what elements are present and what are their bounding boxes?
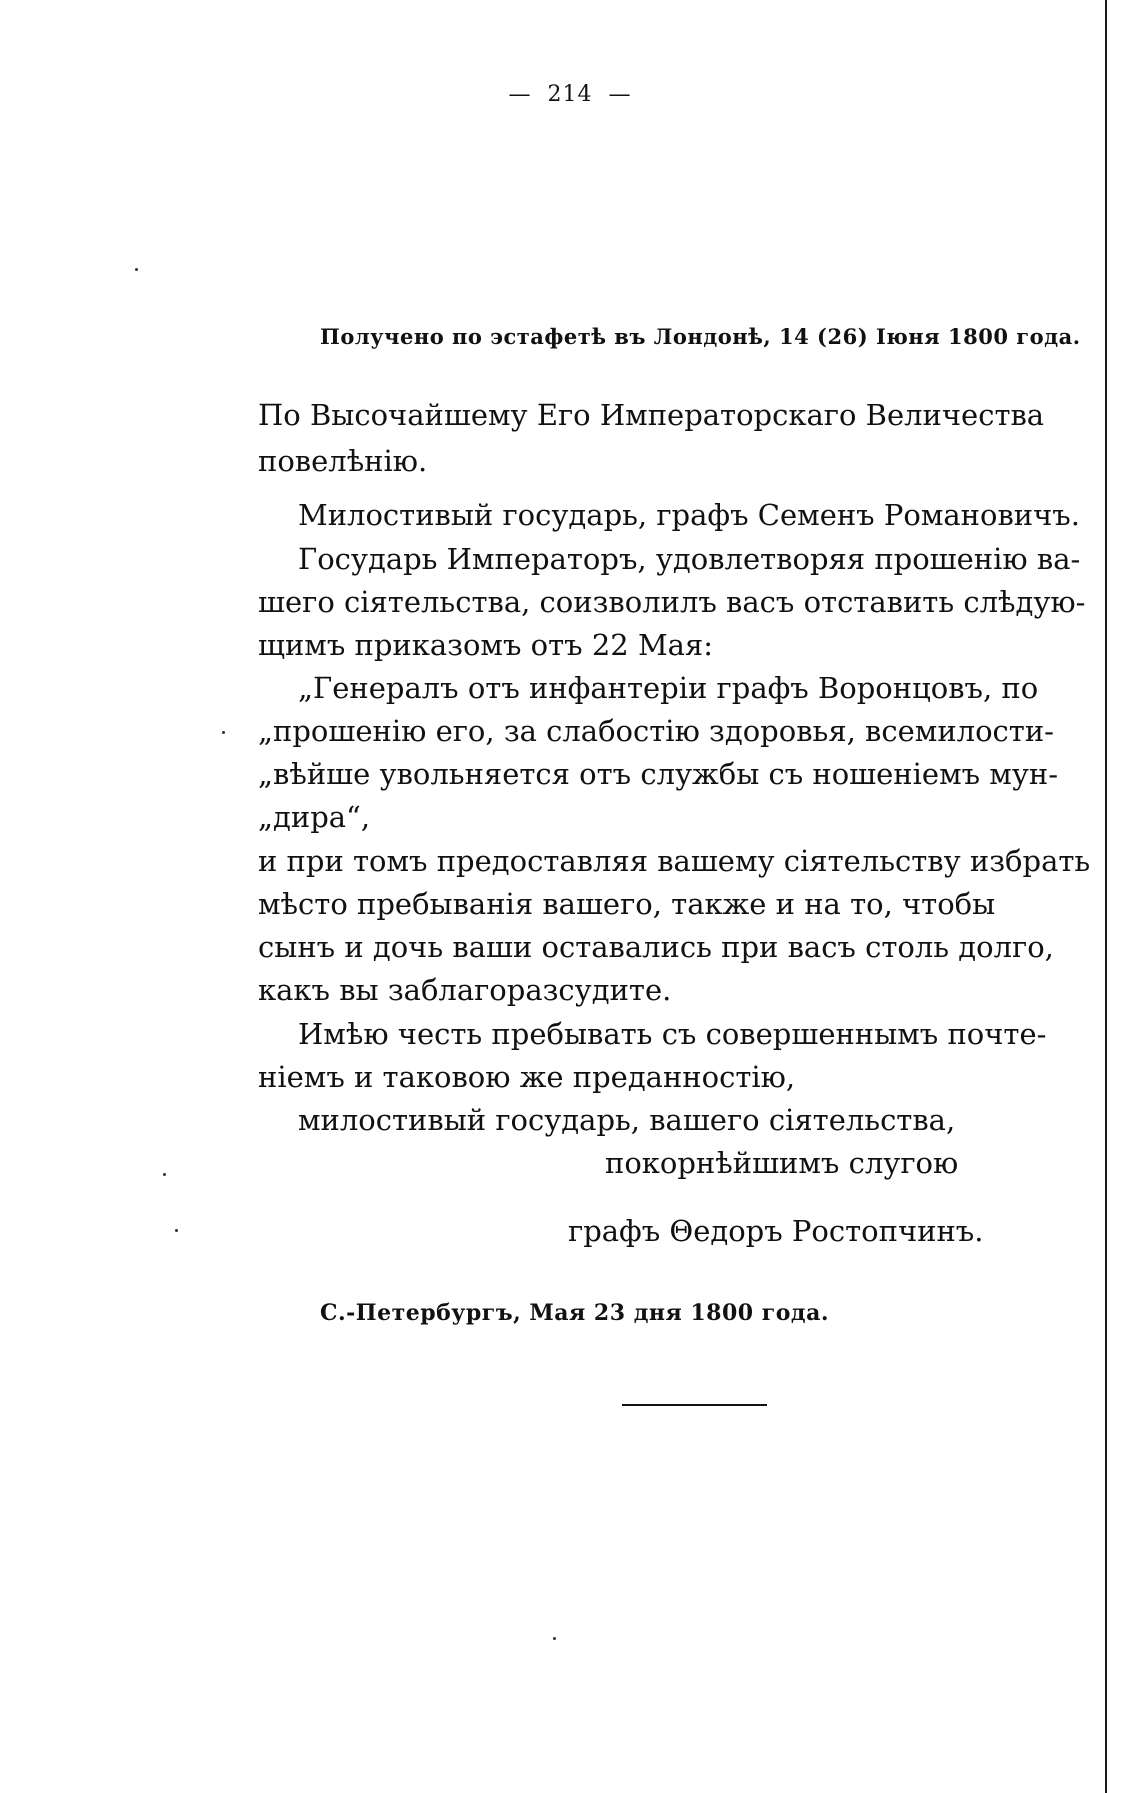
letter-line: и при томъ предоставляя вашему сіятельству избрать — [258, 844, 1091, 878]
salutation: Милостивый государь, графъ Семенъ Романовичъ. — [298, 498, 1080, 532]
letter-line: шего сіятельства, соизволилъ васъ отставить слѣдую- — [258, 585, 1086, 619]
signature: графъ Θедоръ Ростопчинъ. — [568, 1214, 984, 1248]
letter-line: какъ вы заблагоразсудите. — [258, 973, 672, 1007]
quoted-order-line: „Генералъ отъ инфантеріи графъ Воронцовъ, по — [298, 671, 1039, 705]
dispatch-heading: Получено по эстафетѣ въ Лондонѣ, 14 (26) Іюня 1800 года. — [320, 324, 1081, 349]
page-number-value: 214 — [547, 82, 593, 107]
letter-line: повелѣнію. — [258, 444, 428, 478]
page-number — [0, 82, 1140, 107]
quoted-order-line: „вѣйше увольняется отъ службы съ ношеніемъ мун- — [258, 757, 1059, 791]
page-number-prefix: — — [508, 82, 532, 107]
scan-speck — [163, 1173, 166, 1176]
scan-speck — [175, 1229, 178, 1232]
closing-line: милостивый государь, вашего сіятельства, — [298, 1103, 956, 1137]
scan-speck — [222, 731, 225, 734]
letter-line: сынъ и дочь ваши оставались при васъ столь долго, — [258, 930, 1054, 964]
scan-speck — [553, 1637, 556, 1640]
quoted-order-line: „прошенію его, за слабостію здоровья, всемилости- — [258, 714, 1054, 748]
closing-rule — [622, 1404, 767, 1406]
page-number-suffix: — — [608, 82, 632, 107]
dateline: С.-Петербургъ, Мая 23 дня 1800 года. — [320, 1300, 829, 1326]
letter-line: Государь Императоръ, удовлетворяя прошенію ва- — [298, 542, 1081, 576]
letter-line: мѣсто пребыванія вашего, также и на то, чтобы — [258, 887, 996, 921]
page-edge — [1105, 0, 1107, 1793]
scan-speck — [135, 268, 138, 271]
closing-line: Имѣю честь пребывать съ совершеннымъ почте- — [298, 1017, 1047, 1051]
quoted-order-line: „дира“, — [258, 800, 371, 834]
letter-line: щимъ приказомъ отъ 22 Мая: — [258, 628, 713, 662]
letter-line: По Высочайшему Его Императорскаго Величества — [258, 398, 1045, 432]
closing-line: ніемъ и таковою же преданностію, — [258, 1060, 796, 1094]
closing-line: покорнѣйшимъ слугою — [605, 1146, 959, 1180]
